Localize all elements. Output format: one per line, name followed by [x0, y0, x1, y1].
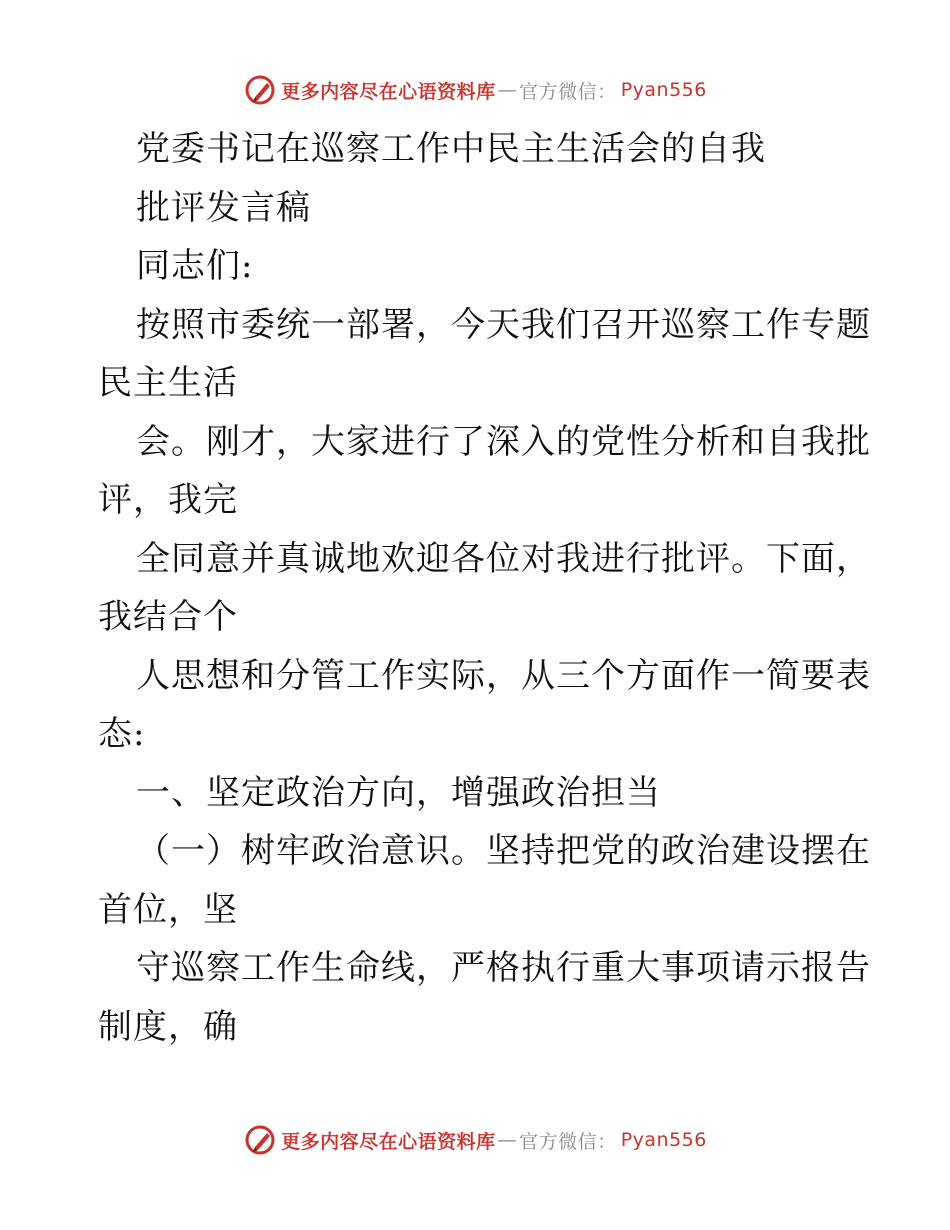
document-line: 首位，坚 — [98, 889, 238, 930]
document-line: 民主生活 — [98, 363, 238, 403]
footer-watermark — [0, 1120, 950, 1160]
watermark-colon: ： — [597, 1130, 617, 1153]
watermark-colon: ： — [597, 80, 617, 103]
document-line: 党委书记在巡察工作中民主生活会的自我 — [136, 129, 766, 169]
document-line: 按照市委统一部署，今天我们召开巡察工作专题 — [136, 304, 871, 345]
document-line: 全同意并真诚地欢迎各位对我进行批评。下面， — [136, 538, 871, 579]
watermark-wechat-id: Pyan556 — [620, 79, 707, 101]
document-line: 评，我完 — [98, 480, 238, 520]
document-line: 守巡察工作生命线，严格执行重大事项请示报告 — [136, 948, 871, 988]
document-line: 我结合个 — [98, 597, 238, 637]
document-line: 人思想和分管工作实际，从三个方面作一简要表 — [136, 655, 871, 696]
watermark-official-label: 官方微信 — [519, 80, 598, 103]
watermark-main-text: 更多内容尽在心语资料库 — [281, 1130, 496, 1153]
watermark-separator: — — [497, 1129, 518, 1151]
watermark-official-label: 官方微信 — [519, 1130, 598, 1153]
document-line: 批评发言稿 — [136, 187, 311, 228]
document-line: （一）树牢政治意识。坚持把党的政治建设摆在 — [136, 831, 871, 871]
document-line: 制度，确 — [98, 1006, 238, 1047]
document-line: 会。刚才，大家进行了深入的党性分析和自我批 — [136, 421, 871, 462]
document-line: 态: — [98, 714, 146, 754]
document-line: 同志们: — [136, 246, 254, 286]
watermark-main-text: 更多内容尽在心语资料库 — [281, 80, 496, 103]
header-watermark — [0, 70, 950, 110]
pen-swirl-logo-icon — [243, 73, 277, 107]
watermark-wechat-id: Pyan556 — [620, 1129, 707, 1151]
document-body — [98, 120, 871, 1056]
document-line: 一、坚定政治方向，增强政治担当 — [136, 772, 661, 813]
watermark-separator: — — [497, 79, 518, 101]
pen-swirl-logo-icon — [243, 1123, 277, 1157]
